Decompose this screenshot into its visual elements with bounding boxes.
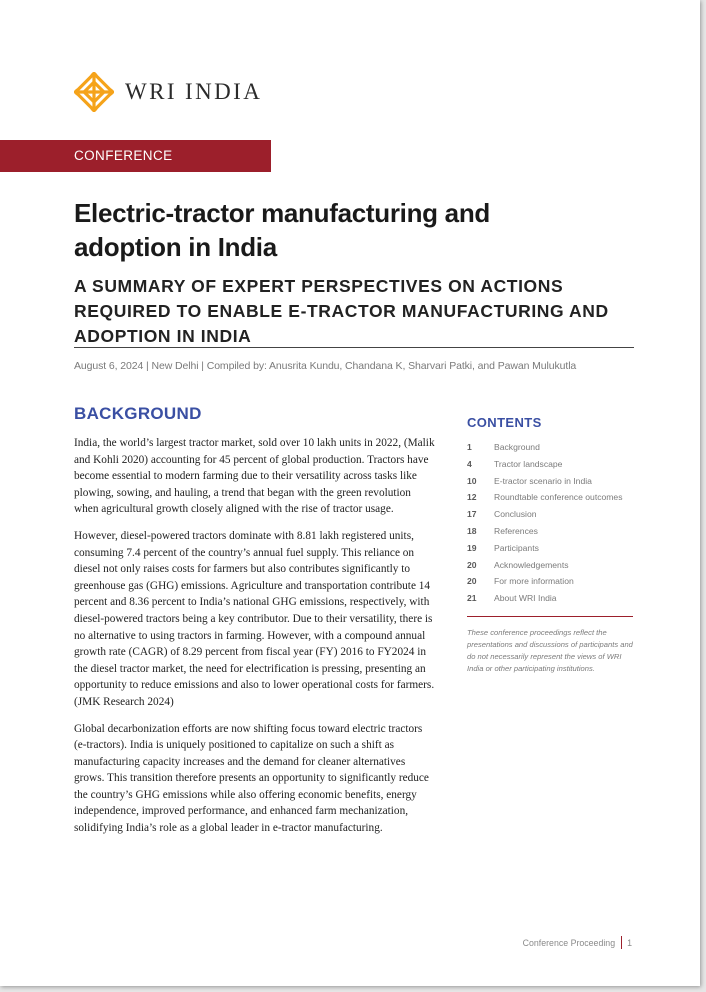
toc-item-more-information[interactable] xyxy=(467,573,633,590)
contents-list xyxy=(467,439,633,607)
toc-page-number: 10 xyxy=(467,475,477,486)
toc-label: E-tractor scenario in India xyxy=(494,475,592,486)
toc-page-number: 12 xyxy=(467,492,477,503)
toc-page-number: 4 xyxy=(467,458,472,469)
toc-item-participants[interactable] xyxy=(467,540,633,557)
toc-page-number: 21 xyxy=(467,593,477,604)
logo-text: WRI INDIA xyxy=(125,79,263,104)
background-paragraph-3: Global decarbonization efforts are now shifting focus toward electric tractors (e-tractors). India is uniquely positioned to capitalize on such a shift as manufacturing capacity increases and the demand for cleaner alternatives grows. This transition therefore presents an opportunity to significantly reduce the country’s GHG emissions while also offering economic benefits, energy independence, improved performance, and enhanced farm mechanization, solidifying India’s role as a global leader in e-tractor manufacturing. xyxy=(74,722,429,835)
publication-meta: August 6, 2024 | New Delhi | Compiled by: Anusrita Kundu, Chandana K, Sharvari Patki, and Pawan Mulukutla xyxy=(74,360,577,372)
wri-knot-icon xyxy=(74,72,114,112)
toc-page-number: 18 xyxy=(467,525,477,536)
background-paragraph-2: However, diesel-powered tractors dominate with 8.81 lakh registered units, consuming 7.4 percent of the country’s annual fuel supply. This reliance on diesel not only raises costs for farmers but also contributes significantly to greenhouse gas (GHG) emissions. Agriculture and transportation contribute 14 percent and 8.36 percent to India’s national GHG emissions, respectively, with diesel-powered tractors being a key contributor. Due to their versatility, there is no alternative to using tractors in farming. However, with a compound annual growth rate (CAGR) of 8.29 percent from fiscal year (FY) 2016 to FY2024 in the diesel tractor market, the need for electrification is pressing, presenting an opportunity to reduce emissions and also to lower operational costs for farmers. (JMK Research 2024) xyxy=(74,529,435,708)
toc-item-tractor-landscape[interactable] xyxy=(467,456,633,473)
toc-page-number: 20 xyxy=(467,576,477,587)
page-footer xyxy=(523,936,632,949)
document-title xyxy=(74,196,634,264)
toc-label: Conclusion xyxy=(494,509,537,520)
toc-page-number: 1 xyxy=(467,442,472,452)
background-paragraph-1: India, the world’s largest tractor market, sold over 10 lakh units in 2022, (Malik and Kohli 2020) accounting for 45 percent of global production. Tractors have become essential to modern farming due to their versatility across tasks like plowing, sowing, and hauling, a trend that began with the green revolution when agricultural growth closely aligned with the rise of tractor usage. xyxy=(74,437,435,516)
toc-page-number: 17 xyxy=(467,509,477,520)
toc-label: Tractor landscape xyxy=(494,458,563,469)
toc-label: Background xyxy=(494,442,540,452)
toc-label: Roundtable conference outcomes xyxy=(494,492,623,503)
contents-panel xyxy=(467,415,633,683)
background-body xyxy=(74,435,436,847)
title-line-2: adoption in India xyxy=(74,232,277,262)
footer-separator xyxy=(621,936,622,949)
toc-item-about-wri-india[interactable] xyxy=(467,590,633,607)
toc-page-number: 20 xyxy=(467,559,477,570)
disclaimer-note: These conference proceedings reflect the presentations and discussions of participants and do not necessarily represent the views of WRI India or other participating institutions. xyxy=(467,627,633,673)
title-divider xyxy=(74,347,634,348)
contents-heading: CONTENTS xyxy=(467,415,542,430)
toc-item-background[interactable] xyxy=(467,439,633,456)
toc-label: For more information xyxy=(494,576,574,587)
subtitle-line-2: REQUIRED TO ENABLE E-TRACTOR MANUFACTURING AND xyxy=(74,301,609,321)
subtitle-line-3: ADOPTION IN INDIA xyxy=(74,326,252,346)
subtitle-line-1: A SUMMARY OF EXPERT PERSPECTIVES ON ACTIONS xyxy=(74,276,564,296)
background-heading: BACKGROUND xyxy=(74,404,202,423)
toc-item-roundtable-outcomes[interactable] xyxy=(467,489,633,506)
toc-label: References xyxy=(494,525,538,536)
footer-label: Conference Proceeding xyxy=(522,937,616,948)
conference-proceeding-banner: CONFERENCE PROCEEDING xyxy=(0,140,271,172)
toc-item-references[interactable] xyxy=(467,523,633,540)
toc-label: Participants xyxy=(494,542,539,553)
page-number: 1 xyxy=(627,937,632,948)
wri-india-logo xyxy=(74,72,262,112)
toc-item-conclusion[interactable] xyxy=(467,506,633,523)
toc-item-e-tractor-scenario[interactable] xyxy=(467,473,633,490)
contents-divider xyxy=(467,616,633,617)
toc-label: Acknowledgements xyxy=(494,559,569,570)
toc-page-number: 19 xyxy=(467,542,477,553)
toc-item-acknowledgements[interactable] xyxy=(467,557,633,574)
document-subtitle xyxy=(74,274,634,349)
toc-label: About WRI India xyxy=(494,593,557,604)
title-line-1: Electric-tractor manufacturing and xyxy=(74,198,490,228)
